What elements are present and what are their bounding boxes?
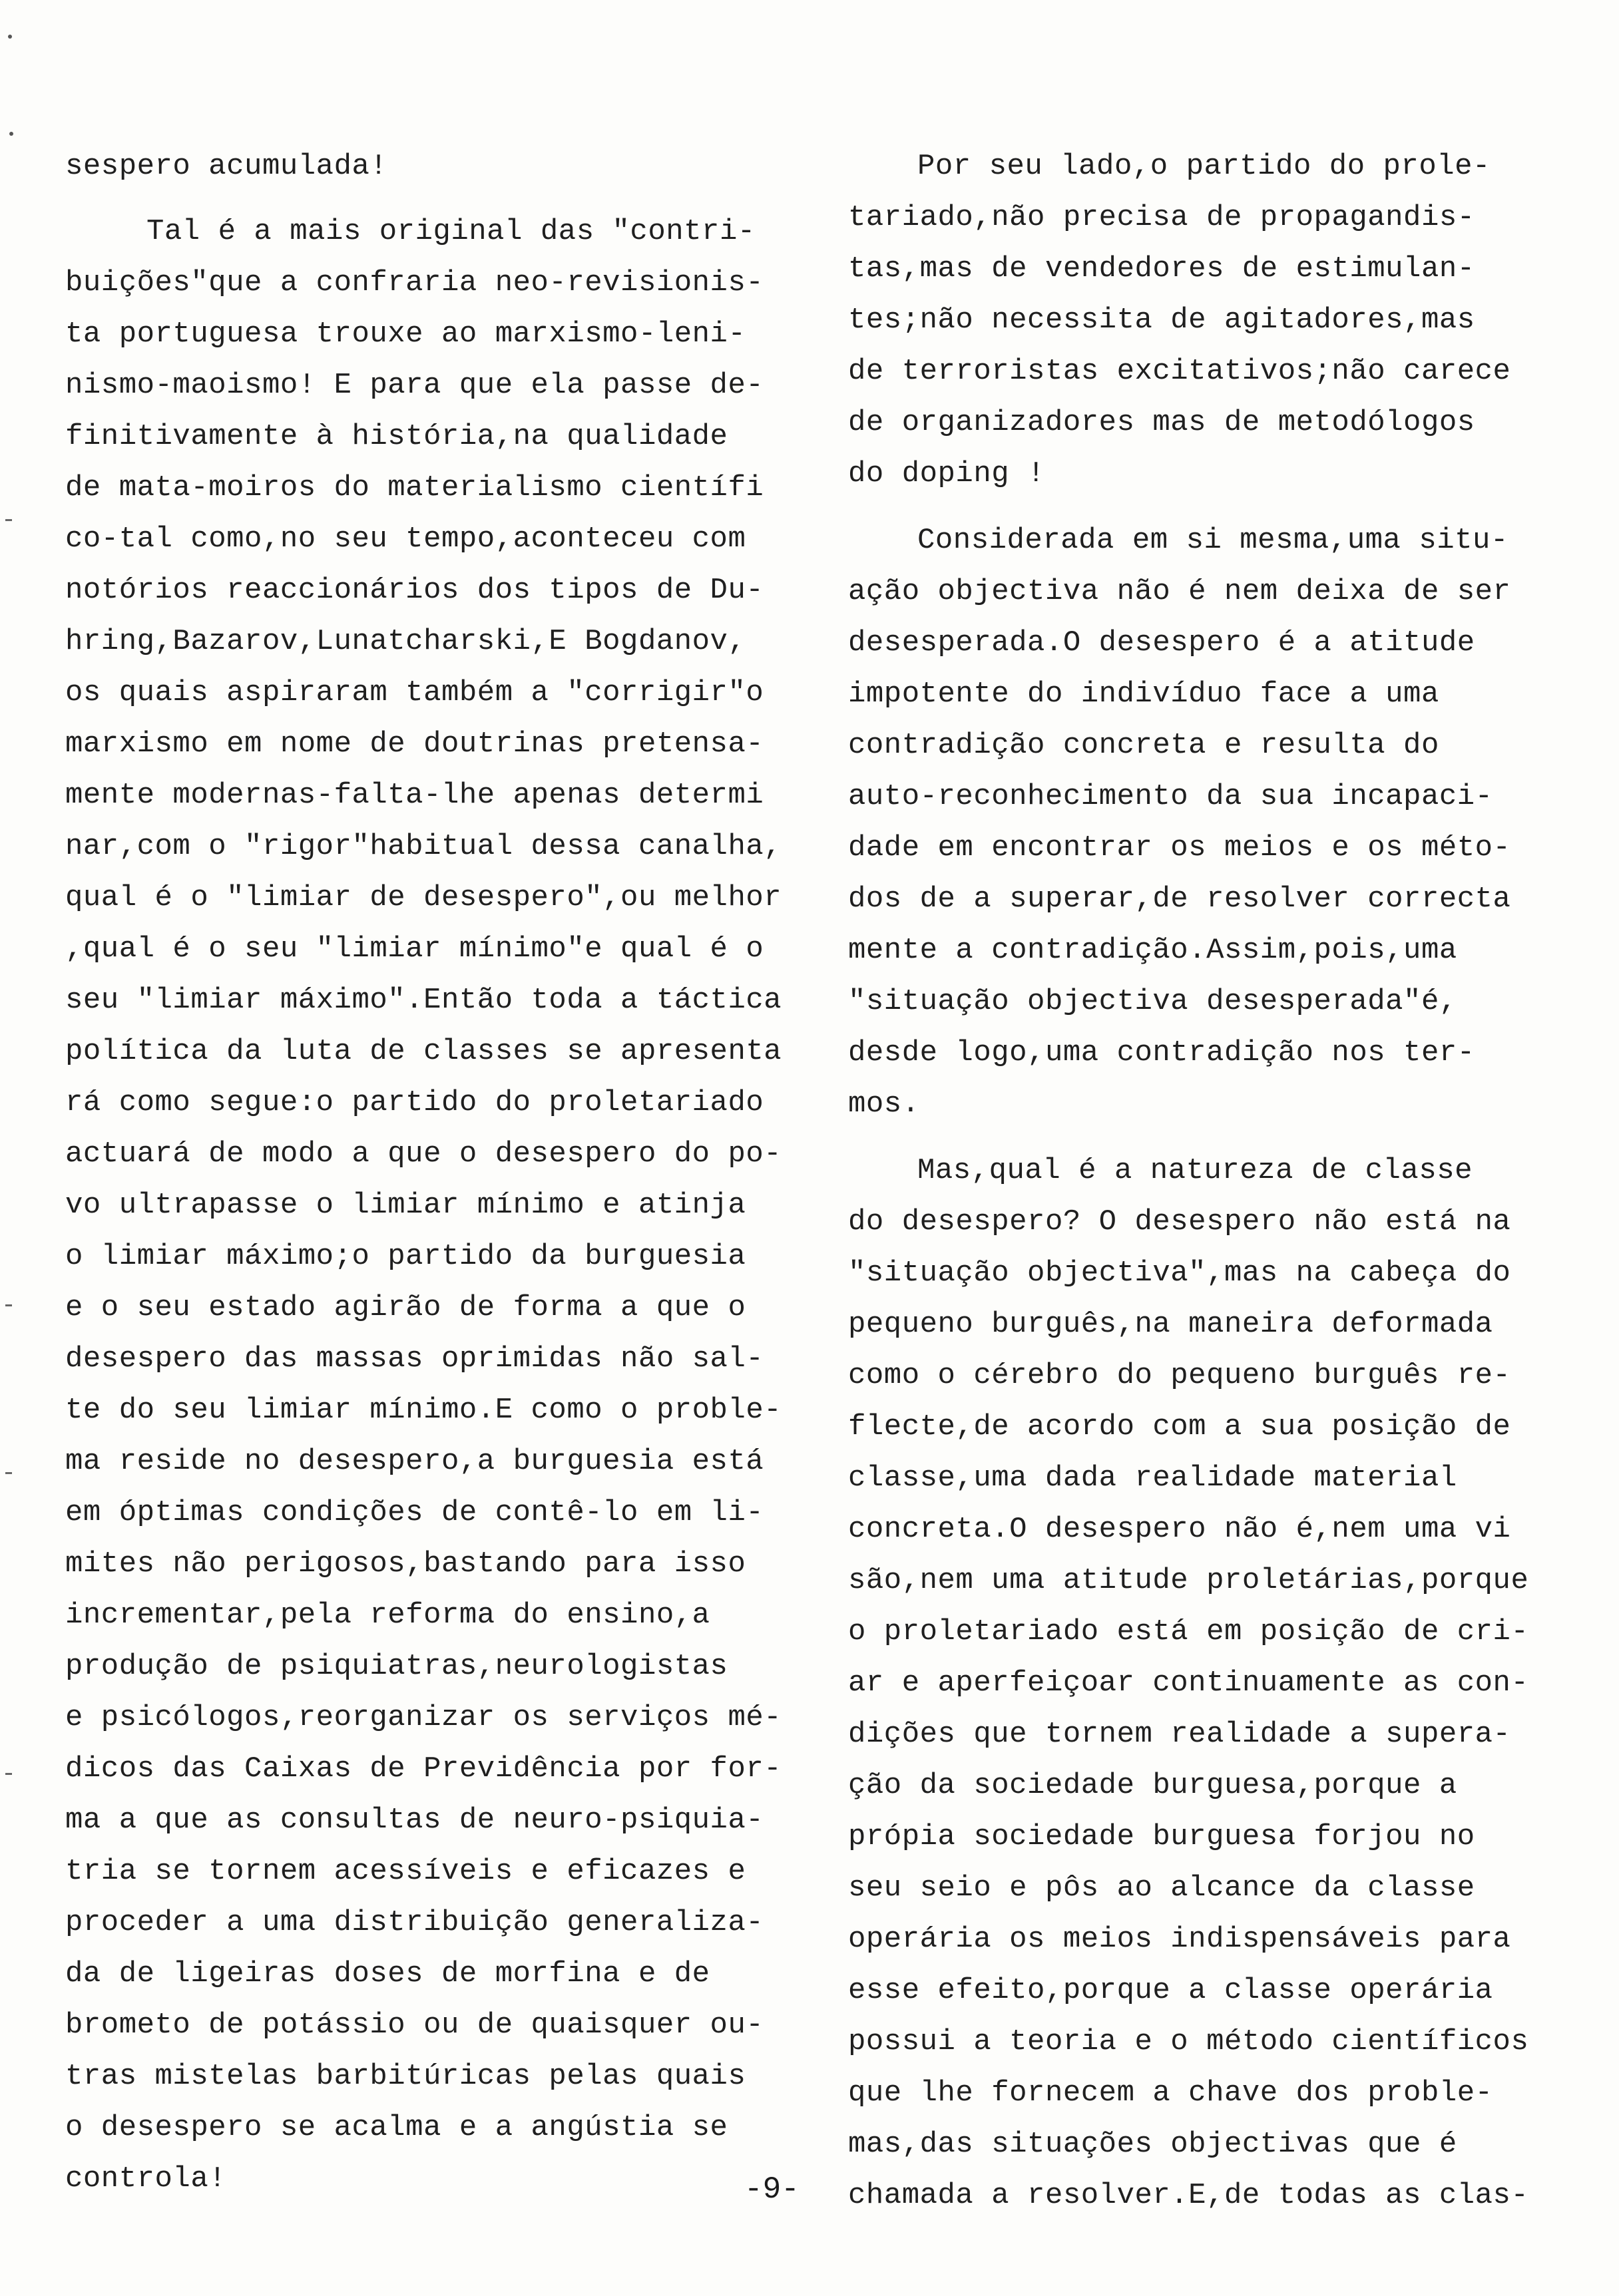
margin-speck <box>9 132 13 136</box>
text-line: nar,com o "rigor"habitual dessa canalha, <box>65 830 782 863</box>
text-line: seu seio e pôs ao alcance da classe <box>848 1871 1475 1905</box>
text-line: chamada a resolver.E,de todas as clas- <box>848 2179 1529 2212</box>
text-line: finitivamente à história,na qualidade <box>65 420 728 453</box>
text-line: dos de a superar,de resolver correcta <box>848 882 1511 916</box>
text-line: ção da sociedade burguesa,porque a <box>848 1769 1457 1802</box>
text-line: Mas,qual é a natureza de classe <box>917 1154 1473 1187</box>
text-line: produção de psiquiatras,neurologistas <box>65 1650 728 1683</box>
text-line: tria se tornem acessíveis e eficazes e <box>65 1855 746 1888</box>
text-line: o limiar máximo;o partido da burguesia <box>65 1240 746 1273</box>
margin-mark <box>5 519 12 521</box>
text-line: são,nem uma atitude proletárias,porque <box>848 1564 1529 1597</box>
text-line: os quais aspiraram também a "corrigir"o <box>65 676 764 709</box>
text-line: operária os meios indispensáveis para <box>848 1923 1511 1956</box>
text-line: "situação objectiva",mas na cabeça do <box>848 1256 1511 1290</box>
text-line: co-tal como,no seu tempo,aconteceu com <box>65 522 746 556</box>
text-line: flecte,de acordo com a sua posição de <box>848 1410 1511 1443</box>
text-line: dições que tornem realidade a supera- <box>848 1718 1511 1751</box>
text-line: e psicólogos,reorganizar os serviços mé- <box>65 1701 782 1734</box>
text-line: mas,das situações objectivas que é <box>848 2128 1457 2161</box>
text-line: mites não perigosos,bastando para isso <box>65 1547 746 1581</box>
text-line: esse efeito,porque a classe operária <box>848 1974 1493 2007</box>
text-line: mente a contradição.Assim,pois,uma <box>848 934 1457 967</box>
text-line: dade em encontrar os meios e os méto- <box>848 831 1511 864</box>
text-line: tas,mas de vendedores de estimulan- <box>848 252 1475 286</box>
text-line: qual é o "limiar de desespero",ou melhor <box>65 881 782 914</box>
text-line: ,qual é o seu "limiar mínimo"e qual é o <box>65 932 764 966</box>
text-line: dicos das Caixas de Previdência por for- <box>65 1752 782 1786</box>
text-line: Considerada em si mesma,uma situ- <box>917 524 1508 557</box>
text-line: do desespero? O desespero não está na <box>848 1205 1511 1239</box>
text-line: vo ultrapasse o limiar mínimo e atinja <box>65 1189 746 1222</box>
text-line: do doping ! <box>848 457 1045 490</box>
text-line: actuará de modo a que o desespero do po- <box>65 1137 782 1171</box>
text-line: mos. <box>848 1087 920 1121</box>
text-line: controla! <box>65 2162 227 2196</box>
text-line: notórios reaccionários dos tipos de Du- <box>65 574 764 607</box>
margin-mark <box>5 1304 12 1306</box>
text-line: ar e aperfeiçoar continuamente as con- <box>848 1666 1529 1700</box>
text-line: possui a teoria e o método científicos <box>848 2025 1529 2058</box>
text-line: mente modernas-falta-lhe apenas determi <box>65 779 764 812</box>
text-line: classe,uma dada realidade material <box>848 1461 1457 1495</box>
text-line: brometo de potássio ou de quaisquer ou- <box>65 2009 764 2042</box>
text-line: que lhe fornecem a chave dos proble- <box>848 2076 1493 2110</box>
text-line: ma reside no desespero,a burguesia está <box>65 1445 764 1478</box>
text-line: tras mistelas barbitúricas pelas quais <box>65 2060 746 2093</box>
text-line: da de ligeiras doses de morfina e de <box>65 1957 710 1991</box>
text-line: o desespero se acalma e a angústia se <box>65 2111 728 2144</box>
text-line: Tal é a mais original das "contri- <box>146 215 756 248</box>
text-line: buições"que a confraria neo-revisionis- <box>65 266 764 299</box>
text-line: Por seu lado,o partido do prole- <box>917 150 1491 183</box>
text-line: de mata-moiros do materialismo científi <box>65 471 764 504</box>
text-line: "situação objectiva desesperada"é, <box>848 985 1457 1018</box>
margin-mark <box>5 1773 12 1775</box>
text-line: desesperada.O desespero é a atitude <box>848 626 1475 660</box>
text-line: tes;não necessita de agitadores,mas <box>848 303 1475 337</box>
text-line: rá como segue:o partido do proletariado <box>65 1086 764 1119</box>
text-line: proceder a uma distribuição generaliza- <box>65 1906 764 1939</box>
text-line: própia sociedade burguesa forjou no <box>848 1820 1475 1853</box>
text-line: desespero das massas oprimidas não sal- <box>65 1342 764 1376</box>
text-line: nismo-maoismo! E para que ela passe de- <box>65 369 764 402</box>
text-line: hring,Bazarov,Lunatcharski,E Bogdanov, <box>65 625 746 658</box>
text-line: política da luta de classes se apresenta <box>65 1035 782 1068</box>
text-line: tariado,não precisa de propagandis- <box>848 201 1475 234</box>
text-line: em óptimas condições de contê-lo em li- <box>65 1496 764 1529</box>
text-line: como o cérebro do pequeno burguês re- <box>848 1359 1511 1392</box>
text-line: ma a que as consultas de neuro-psiquia- <box>65 1804 764 1837</box>
text-line: sespero acumulada! <box>65 150 388 183</box>
margin-mark <box>5 1472 12 1474</box>
text-line: de organizadores mas de metodólogos <box>848 406 1475 439</box>
text-line: auto-reconhecimento da sua incapaci- <box>848 780 1493 813</box>
text-line: de terroristas excitativos;não carece <box>848 355 1511 388</box>
text-line: o proletariado está em posição de cri- <box>848 1615 1529 1648</box>
text-line: ta portuguesa trouxe ao marxismo-leni- <box>65 317 746 351</box>
text-line: e o seu estado agirão de forma a que o <box>65 1291 746 1324</box>
text-line: te do seu limiar mínimo.E como o proble- <box>65 1394 782 1427</box>
text-line: ação objectiva não é nem deixa de ser <box>848 575 1511 608</box>
text-line: concreta.O desespero não é,nem uma vi <box>848 1513 1511 1546</box>
text-line: desde logo,uma contradição nos ter- <box>848 1036 1475 1069</box>
text-line: incrementar,pela reforma do ensino,a <box>65 1599 710 1632</box>
text-line: marxismo em nome de doutrinas pretensa- <box>65 727 764 761</box>
text-line: pequeno burguês,na maneira deformada <box>848 1308 1493 1341</box>
text-line: impotente do indivíduo face a uma <box>848 677 1439 711</box>
page-number: -9- <box>744 2172 800 2207</box>
text-line: contradição concreta e resulta do <box>848 729 1439 762</box>
text-line: seu "limiar máximo".Então toda a táctica <box>65 984 782 1017</box>
margin-speck <box>8 35 12 39</box>
